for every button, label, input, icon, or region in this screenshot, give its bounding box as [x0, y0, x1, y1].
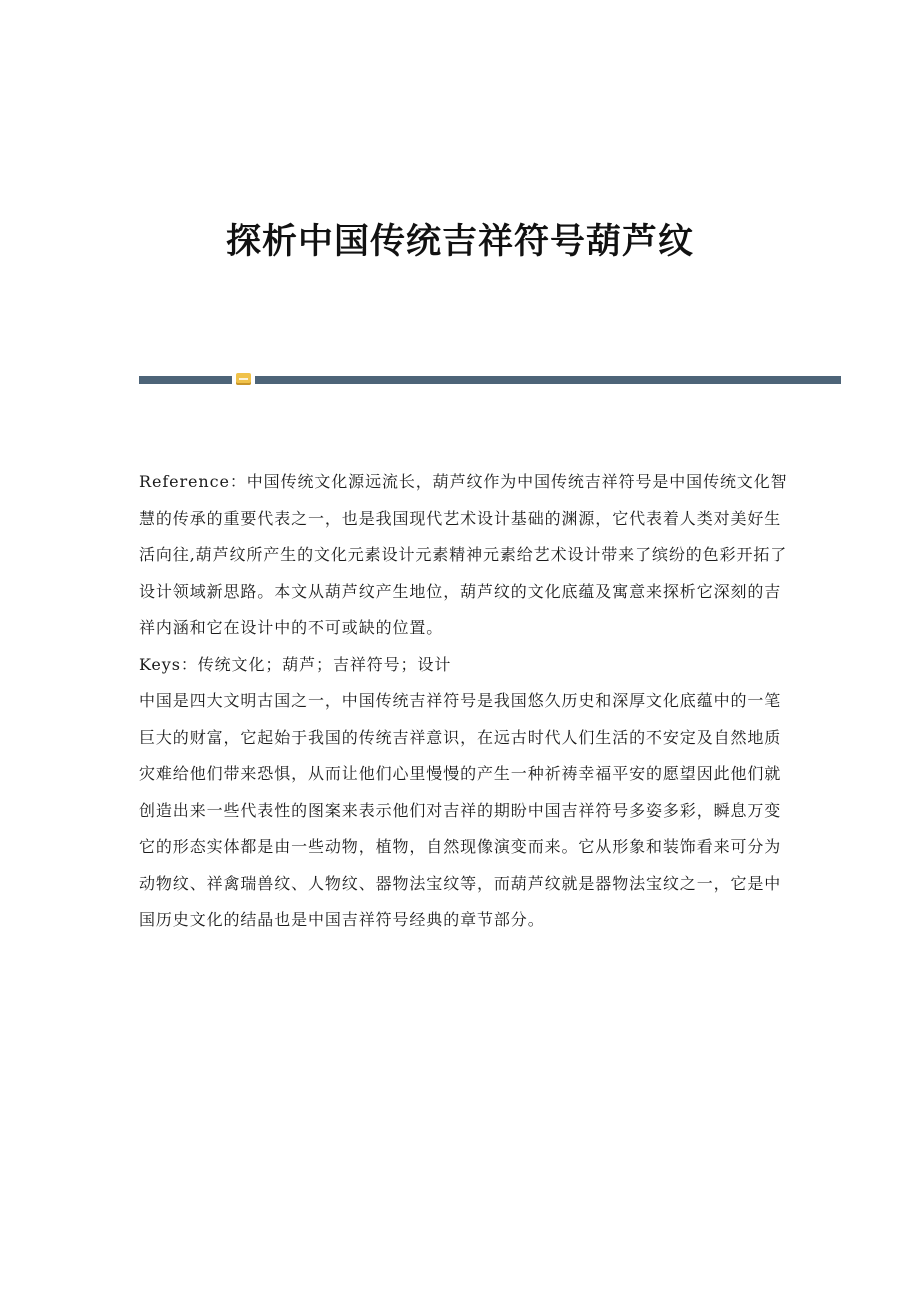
abstract-label: Reference：	[139, 472, 247, 491]
divider-bar-right	[255, 376, 841, 384]
document-body	[139, 464, 789, 939]
keywords-paragraph	[139, 647, 789, 684]
abstract-text: 中国传统文化源远流长，葫芦纹作为中国传统吉祥符号是中国传统文化智慧的传承的重要代表之一，也是我国现代艺术设计基础的渊源，它代表着人类对美好生活向往,葫芦纹所产生的文化元素设计元素精神元素给艺术设计带来了缤纷的色彩开拓了设计领域新思路。本文从葫芦纹产生地位，葫芦纹的文化底蕴及寓意来探析它深刻的吉祥内涵和它在设计中的不可或缺的位置。	[139, 472, 788, 637]
keywords-text: 传统文化；葫芦；吉祥符号；设计	[197, 654, 452, 674]
abstract-paragraph	[139, 464, 789, 647]
divider-ornament-icon	[236, 373, 251, 385]
title-divider	[139, 372, 841, 386]
body-paragraph: 中国是四大文明古国之一，中国传统吉祥符号是我国悠久历史和深厚文化底蕴中的一笔巨大的财富，它起始于我国的传统吉祥意识，在远古时代人们生活的不安定及自然地质灾难给他们带来恐惧，从而让他们心里慢慢的产生一种祈祷幸福平安的愿望因此他们就创造出来一些代表性的图案来表示他们对吉祥的期盼中国吉祥符号多姿多彩，瞬息万变它的形态实体都是由一些动物，植物，自然现像演变而来。它从形象和装饰看来可分为动物纹、祥禽瑞兽纹、人物纹、器物法宝纹等，而葫芦纹就是器物法宝纹之一，它是中国历史文化的结晶也是中国吉祥符号经典的章节部分。	[139, 691, 782, 929]
keywords-label: Keys：	[139, 654, 198, 674]
document-title: 探析中国传统吉祥符号葫芦纹	[225, 221, 694, 262]
divider-bar-left	[139, 376, 232, 384]
